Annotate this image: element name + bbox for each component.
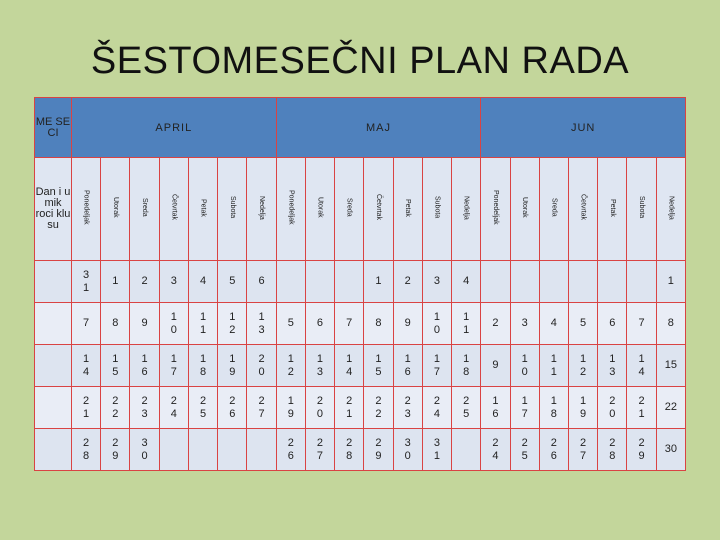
date-cell: 1 8 bbox=[452, 345, 481, 387]
date-cell bbox=[539, 261, 568, 303]
date-cell: 9 bbox=[481, 345, 510, 387]
day-name-label: Sreda bbox=[141, 198, 149, 217]
date-cell bbox=[335, 261, 364, 303]
date-cell: 2 4 bbox=[159, 387, 188, 429]
date-cell: 2 5 bbox=[452, 387, 481, 429]
week-row-label bbox=[35, 261, 72, 303]
date-cell: 4 bbox=[539, 303, 568, 345]
date-cell: 2 7 bbox=[305, 429, 334, 471]
date-cell: 2 5 bbox=[510, 429, 539, 471]
date-cell: 1 4 bbox=[335, 345, 364, 387]
date-cell: 1 9 bbox=[218, 345, 247, 387]
week-row-label bbox=[35, 345, 72, 387]
months-corner-label: ME SE CI bbox=[35, 98, 72, 158]
date-cell bbox=[627, 261, 656, 303]
month-maj: MAJ bbox=[276, 98, 481, 158]
day-name-cell bbox=[656, 158, 685, 261]
day-name-cell bbox=[335, 158, 364, 261]
date-cell bbox=[276, 261, 305, 303]
week-row bbox=[35, 429, 686, 471]
date-cell: 4 bbox=[188, 261, 217, 303]
date-cell: 3 bbox=[422, 261, 451, 303]
day-name-label: Utorak bbox=[111, 197, 119, 218]
date-cell: 1 4 bbox=[72, 345, 101, 387]
day-name-label: Subota bbox=[433, 196, 441, 219]
day-name-cell bbox=[218, 158, 247, 261]
date-cell: 3 0 bbox=[393, 429, 422, 471]
date-cell: 15 bbox=[656, 345, 685, 387]
date-cell: 2 7 bbox=[568, 429, 597, 471]
day-name-cell bbox=[72, 158, 101, 261]
date-cell: 8 bbox=[364, 303, 393, 345]
day-name-cell bbox=[364, 158, 393, 261]
date-cell: 8 bbox=[101, 303, 130, 345]
date-cell: 2 4 bbox=[422, 387, 451, 429]
day-name-cell bbox=[452, 158, 481, 261]
date-cell: 3 1 bbox=[72, 261, 101, 303]
week-row bbox=[35, 303, 686, 345]
day-name-cell bbox=[539, 158, 568, 261]
day-name-cell bbox=[159, 158, 188, 261]
date-cell: 1 8 bbox=[539, 387, 568, 429]
day-name-label: Četvrtak bbox=[374, 194, 382, 221]
date-cell: 5 bbox=[568, 303, 597, 345]
day-name-label: Četvrtak bbox=[579, 194, 587, 221]
date-cell: 2 0 bbox=[598, 387, 627, 429]
date-cell: 8 bbox=[656, 303, 685, 345]
day-name-cell bbox=[598, 158, 627, 261]
day-name-label: Ponedeljak bbox=[491, 190, 499, 225]
date-cell: 3 bbox=[159, 261, 188, 303]
day-name-cell bbox=[422, 158, 451, 261]
date-cell: 2 8 bbox=[72, 429, 101, 471]
date-cell: 6 bbox=[305, 303, 334, 345]
date-cell bbox=[218, 429, 247, 471]
date-cell: 1 1 bbox=[539, 345, 568, 387]
day-name-label: Subota bbox=[638, 196, 646, 219]
date-cell: 1 7 bbox=[159, 345, 188, 387]
date-cell bbox=[452, 429, 481, 471]
day-names-row bbox=[35, 158, 686, 261]
date-cell: 2 6 bbox=[539, 429, 568, 471]
day-name-cell bbox=[247, 158, 276, 261]
day-name-label: Utorak bbox=[521, 197, 529, 218]
day-name-cell bbox=[305, 158, 334, 261]
date-cell: 1 3 bbox=[305, 345, 334, 387]
day-name-cell bbox=[481, 158, 510, 261]
date-cell: 2 1 bbox=[335, 387, 364, 429]
date-cell: 1 bbox=[101, 261, 130, 303]
date-cell: 1 5 bbox=[364, 345, 393, 387]
day-name-label: Nedelja bbox=[462, 195, 470, 220]
date-cell bbox=[305, 261, 334, 303]
date-cell: 1 5 bbox=[101, 345, 130, 387]
date-cell bbox=[159, 429, 188, 471]
day-name-label: Petak bbox=[404, 198, 412, 217]
date-cell: 1 9 bbox=[276, 387, 305, 429]
date-cell: 2 0 bbox=[305, 387, 334, 429]
day-name-label: Četvrtak bbox=[170, 194, 178, 221]
date-cell: 2 6 bbox=[218, 387, 247, 429]
date-cell: 9 bbox=[393, 303, 422, 345]
date-cell: 1 6 bbox=[130, 345, 159, 387]
date-cell: 1 0 bbox=[510, 345, 539, 387]
date-cell: 2 8 bbox=[335, 429, 364, 471]
month-april: APRIL bbox=[72, 98, 277, 158]
day-name-cell bbox=[188, 158, 217, 261]
date-cell bbox=[510, 261, 539, 303]
date-cell: 2 7 bbox=[247, 387, 276, 429]
date-cell: 1 9 bbox=[568, 387, 597, 429]
date-cell: 2 2 bbox=[364, 387, 393, 429]
day-name-cell bbox=[130, 158, 159, 261]
date-cell bbox=[247, 429, 276, 471]
date-cell: 1 2 bbox=[568, 345, 597, 387]
day-name-label: Sreda bbox=[345, 198, 353, 217]
day-name-label: Nedelja bbox=[667, 195, 675, 220]
date-cell: 7 bbox=[72, 303, 101, 345]
date-cell: 2 1 bbox=[72, 387, 101, 429]
date-cell: 2 9 bbox=[101, 429, 130, 471]
day-name-cell bbox=[627, 158, 656, 261]
week-row bbox=[35, 387, 686, 429]
date-cell: 6 bbox=[598, 303, 627, 345]
date-cell: 2 2 bbox=[101, 387, 130, 429]
day-name-label: Petak bbox=[608, 198, 616, 217]
plan-table bbox=[34, 97, 686, 471]
date-cell: 2 0 bbox=[247, 345, 276, 387]
date-cell: 2 6 bbox=[276, 429, 305, 471]
month-jun: JUN bbox=[481, 98, 686, 158]
date-cell: 2 bbox=[130, 261, 159, 303]
date-cell: 1 2 bbox=[276, 345, 305, 387]
date-cell: 1 0 bbox=[159, 303, 188, 345]
date-cell bbox=[568, 261, 597, 303]
days-row-label: Dan i u mik roci klu su bbox=[35, 158, 72, 261]
week-row bbox=[35, 345, 686, 387]
day-name-cell bbox=[276, 158, 305, 261]
date-cell: 1 1 bbox=[188, 303, 217, 345]
day-name-label: Ponedeljak bbox=[82, 190, 90, 225]
date-cell: 1 6 bbox=[481, 387, 510, 429]
day-name-label: Subota bbox=[228, 196, 236, 219]
week-row-label bbox=[35, 429, 72, 471]
date-cell: 2 1 bbox=[627, 387, 656, 429]
date-cell: 7 bbox=[335, 303, 364, 345]
week-row bbox=[35, 261, 686, 303]
day-name-label: Ponedeljak bbox=[287, 190, 295, 225]
day-name-cell bbox=[101, 158, 130, 261]
date-cell bbox=[188, 429, 217, 471]
date-cell: 22 bbox=[656, 387, 685, 429]
date-cell: 30 bbox=[656, 429, 685, 471]
date-cell: 1 2 bbox=[218, 303, 247, 345]
date-cell: 1 3 bbox=[598, 345, 627, 387]
date-cell: 1 1 bbox=[452, 303, 481, 345]
week-row-label bbox=[35, 303, 72, 345]
day-name-label: Sreda bbox=[550, 198, 558, 217]
date-cell: 2 9 bbox=[364, 429, 393, 471]
day-name-label: Petak bbox=[199, 198, 207, 217]
date-cell: 1 3 bbox=[247, 303, 276, 345]
date-cell: 3 bbox=[510, 303, 539, 345]
date-cell: 2 3 bbox=[393, 387, 422, 429]
month-header-row bbox=[35, 98, 686, 158]
date-cell: 9 bbox=[130, 303, 159, 345]
date-cell: 7 bbox=[627, 303, 656, 345]
date-cell: 2 9 bbox=[627, 429, 656, 471]
date-cell: 5 bbox=[218, 261, 247, 303]
date-cell: 1 4 bbox=[627, 345, 656, 387]
day-name-label: Utorak bbox=[316, 197, 324, 218]
date-cell bbox=[481, 261, 510, 303]
date-cell: 1 bbox=[656, 261, 685, 303]
date-cell: 2 5 bbox=[188, 387, 217, 429]
date-cell: 1 bbox=[364, 261, 393, 303]
day-name-cell bbox=[568, 158, 597, 261]
day-name-label: Nedelja bbox=[258, 195, 266, 220]
date-cell: 2 bbox=[393, 261, 422, 303]
date-cell: 6 bbox=[247, 261, 276, 303]
date-cell: 4 bbox=[452, 261, 481, 303]
date-cell bbox=[598, 261, 627, 303]
date-cell: 1 7 bbox=[510, 387, 539, 429]
date-cell: 2 8 bbox=[598, 429, 627, 471]
date-cell: 2 3 bbox=[130, 387, 159, 429]
date-cell: 3 0 bbox=[130, 429, 159, 471]
week-row-label bbox=[35, 387, 72, 429]
date-cell: 3 1 bbox=[422, 429, 451, 471]
date-cell: 1 7 bbox=[422, 345, 451, 387]
page-title: ŠESTOMESEČNI PLAN RADA bbox=[90, 40, 630, 82]
day-name-cell bbox=[393, 158, 422, 261]
date-cell: 1 6 bbox=[393, 345, 422, 387]
date-cell: 1 0 bbox=[422, 303, 451, 345]
day-name-cell bbox=[510, 158, 539, 261]
date-cell: 2 bbox=[481, 303, 510, 345]
date-cell: 5 bbox=[276, 303, 305, 345]
date-cell: 2 4 bbox=[481, 429, 510, 471]
date-cell: 1 8 bbox=[188, 345, 217, 387]
